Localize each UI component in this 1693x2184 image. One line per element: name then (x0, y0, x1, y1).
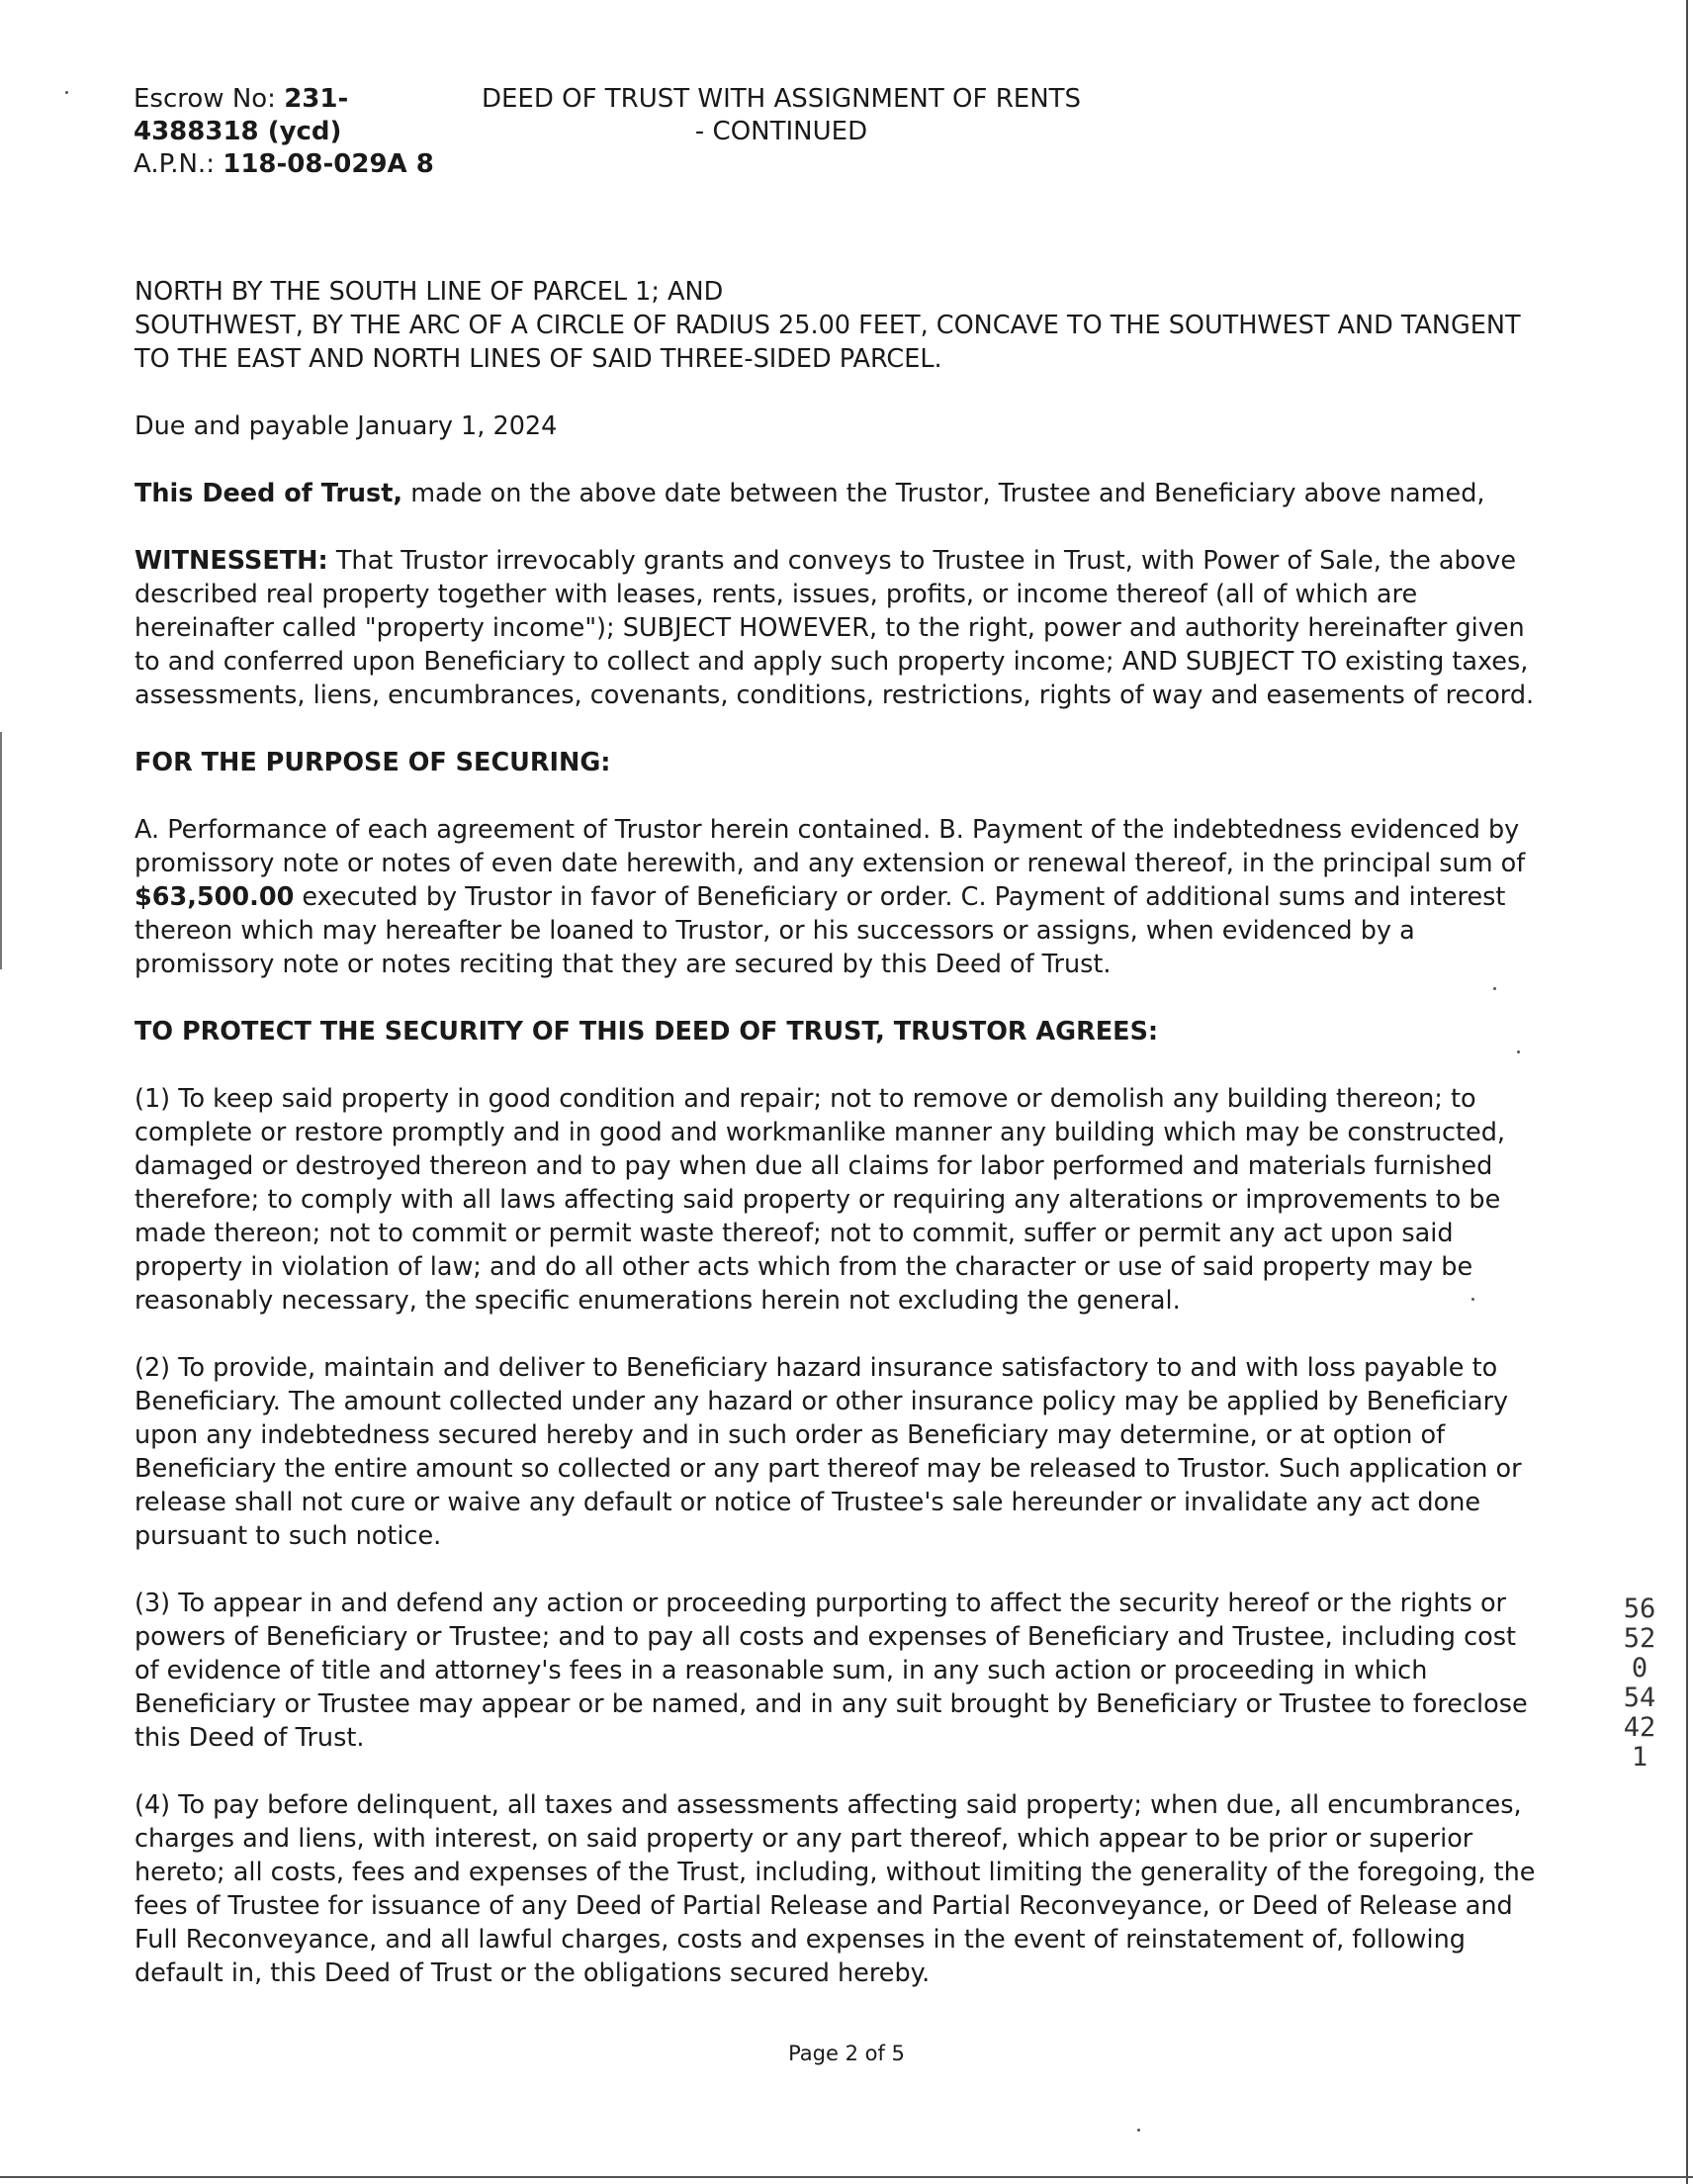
principal-amount: $63,500.00 (134, 882, 295, 912)
due-date: Due and payable January 1, 2024 (134, 411, 558, 441)
scan-edge-left (0, 732, 2, 969)
document-body (134, 275, 1539, 1990)
page-number: Page 2 of 5 (788, 2042, 905, 2065)
document-title (465, 83, 1098, 148)
escrow-number-continued: 4388318 (ycd) (134, 117, 342, 146)
scan-speck (1137, 2129, 1140, 2132)
scan-edge-right (1686, 0, 1688, 2184)
apn: A.P.N.: 118-08-029A 8 (134, 149, 434, 179)
intro-paragraph: This Deed of Trust, made on the above date between the Trustor, Trustee and Beneficiary above named, (134, 479, 1485, 508)
recording-number-stamp: 56520 54421 (1623, 1593, 1656, 1773)
witnesseth-paragraph: WITNESSETH: That Trustor irrevocably grants and conveys to Trustee in Trust, with Power of Sale, the above described real property together with leases, rents, issues, profits, or income thereof (all of which are hereinafter called "property income"); SUBJECT HOWEVER, to the right, power and authority hereinafter given to and conferred upon Beneficiary to collect and apply such property income; AND SUBJECT TO existing taxes, assessments, liens, encumbrances, covenants, conditions, restrictions, rights of way and easements of record. (134, 546, 1535, 710)
legal-line-1: NORTH BY THE SOUTH LINE OF PARCEL 1; AND (134, 277, 724, 307)
scan-edge-bottom (0, 2176, 1693, 2178)
clause-1: (1) To keep said property in good condition and repair; not to remove or demolish any building thereon; to complete or restore promptly and in good and workmanlike manner any building which may be constructed, damaged or destroyed thereon and to pay when due all claims for labor performed and materials furnished therefore; to comply with all laws affecting said property or requiring any alterations or improvements to be made thereon; not to commit or permit waste thereof; not to commit, suffer or permit any act upon said property in violation of law; and do all other acts which from the character or use of said property may be reasonably necessary, the specific enumerations herein not excluding the general. (134, 1084, 1506, 1316)
escrow-number: Escrow No: 231- (134, 84, 349, 114)
purpose-heading: FOR THE PURPOSE OF SECURING: (134, 748, 611, 777)
clause-4: (4) To pay before delinquent, all taxes and assessments affecting said property; when due, all encumbrances, charges and liens, with interest, on said property or any part thereof, which appear to be prior or superior hereto; all costs, fees and expenses of the Trust, including, without limiting the generality of the foregoing, the fees of Trustee for issuance of any Deed of Partial Release and Partial Reconveyance, or Deed of Release and Full Reconveyance, and all lawful charges, costs and expenses in the event of reinstatement of, following default in, this Deed of Trust or the obligations secured hereby. (134, 1790, 1536, 1988)
purpose-paragraph: A. Performance of each agreement of Trustor herein contained. B. Payment of the indebtedness evidenced by promissory note or notes of even date herewith, and any extension or renewal thereof, in the principal sum of $63,500.00 executed by Trustor in favor of Beneficiary or order. C. Payment of additional sums and interest thereon which may hereafter be loaned to Trustor, or his successors or assigns, when evidenced by a promissory note or notes reciting that they are secured by this Deed of Trust. (134, 815, 1526, 979)
title-line-2: - CONTINUED (694, 117, 868, 146)
protect-heading: TO PROTECT THE SECURITY OF THIS DEED OF TRUST, TRUSTOR AGREES: (134, 1017, 1159, 1046)
legal-line-2: SOUTHWEST, BY THE ARC OF A CIRCLE OF RADIUS 25.00 FEET, CONCAVE TO THE SOUTHWEST AND TANGENT TO THE EAST AND NORTH LINES OF SAID THREE-SIDED PARCEL. (134, 311, 1521, 374)
scan-speck (65, 91, 68, 94)
escrow-block (134, 83, 434, 181)
clause-3: (3) To appear in and defend any action or proceeding purporting to affect the security hereof or the rights or powers of Beneficiary or Trustee; and to pay all costs and expenses of Beneficiary and Trustee, including cost of evidence of title and attorney's fees in a reasonable sum, in any such action or proceeding in which Beneficiary or Trustee may appear or be named, and in any suit brought by Beneficiary or Trustee to foreclose this Deed of Trust. (134, 1589, 1528, 1753)
clause-2: (2) To provide, maintain and deliver to Beneficiary hazard insurance satisfactory to and with loss payable to Beneficiary. The amount collected under any hazard or other insurance policy may be applied by Beneficiary upon any indebtedness secured hereby and in such order as Beneficiary may determine, or at option of Beneficiary the entire amount so collected or any part thereof may be released to Trustor. Such application or release shall not cure or waive any default or notice of Trustee's sale hereunder or invalidate any act done pursuant to such notice. (134, 1353, 1522, 1551)
title-line-1: DEED OF TRUST WITH ASSIGNMENT OF RENTS (481, 84, 1082, 114)
